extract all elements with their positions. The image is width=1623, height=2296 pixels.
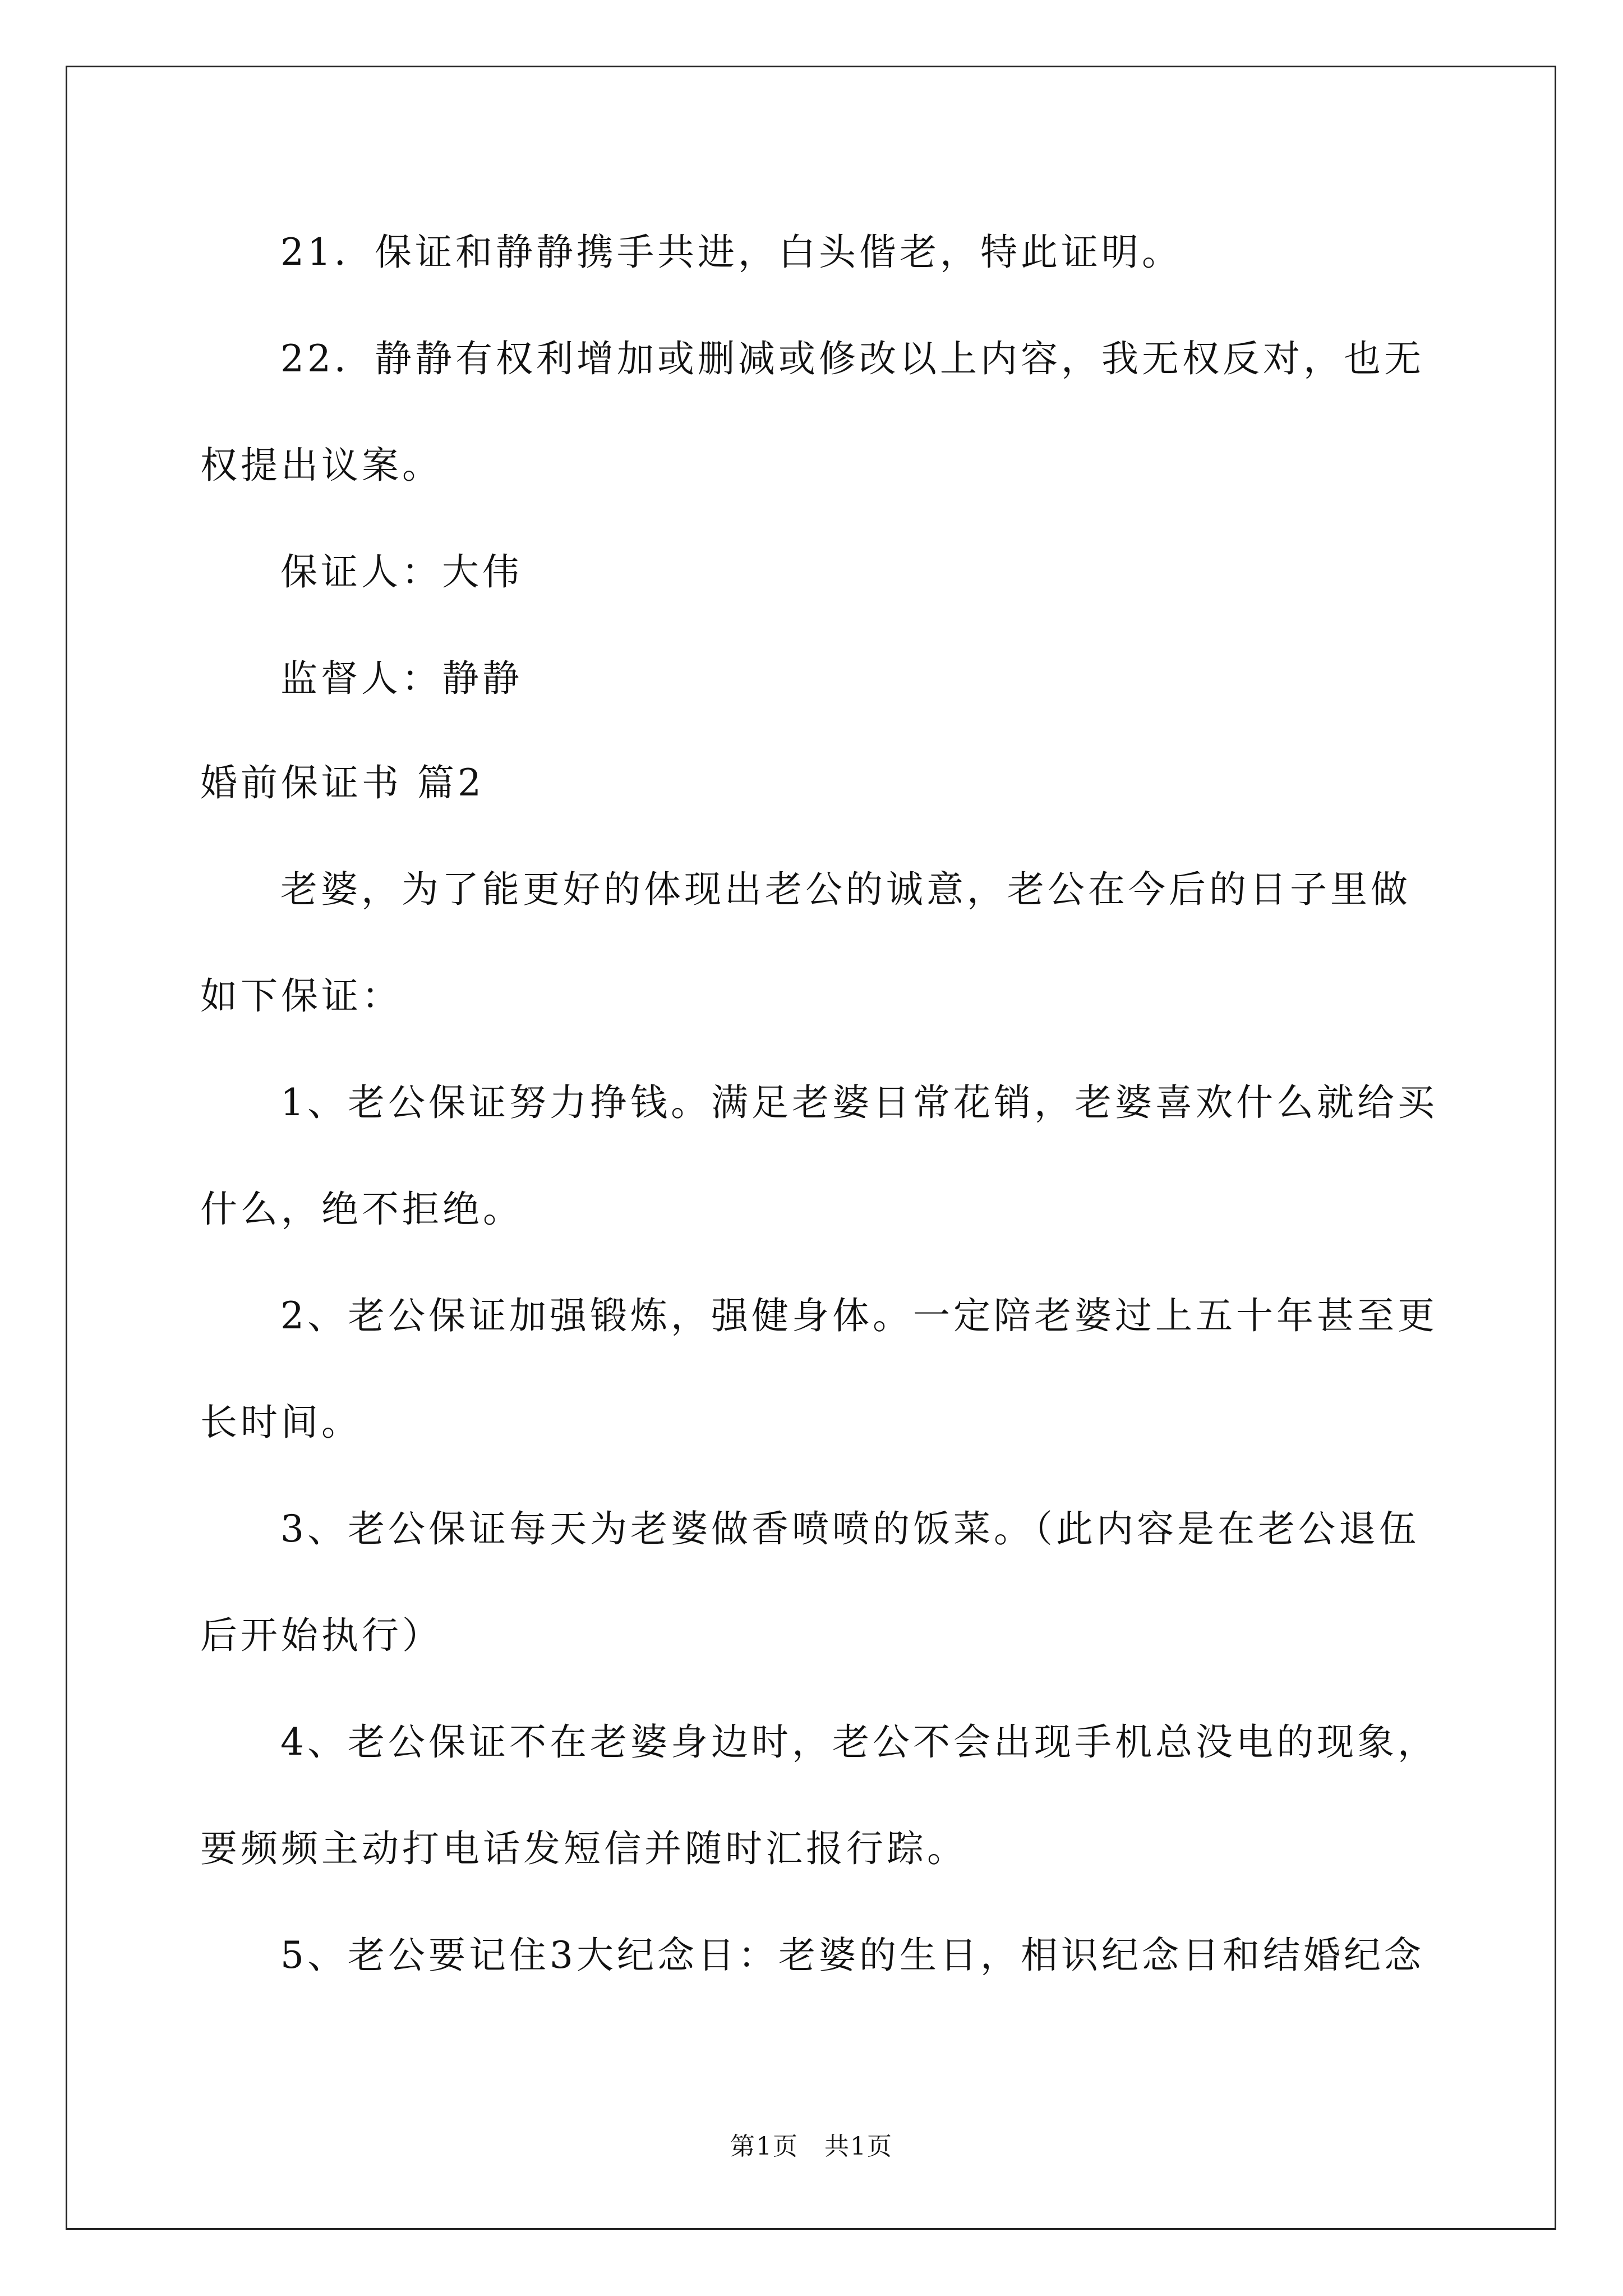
item-3-line-1: 3、老公保证每天为老婆做香喷喷的饭菜。（此内容是在老公退伍 — [280, 1507, 1419, 1550]
item-4-line-2: 要频频主动打电话发短信并随时汇报行踪。 — [200, 1827, 967, 1870]
item-2-line-1: 2、老公保证加强锻炼，强健身体。一定陪老婆过上五十年甚至更 — [280, 1294, 1438, 1337]
clause-22-line-1: 22．静静有权利增加或删减或修改以上内容，我无权反对，也无 — [280, 337, 1424, 380]
item-1-line-2: 什么，绝不拒绝。 — [200, 1188, 523, 1231]
guarantor-line: 保证人：大伟 — [280, 550, 523, 593]
intro-line-2: 如下保证： — [200, 974, 402, 1018]
page-number-footer: 第1页 共1页 — [730, 2132, 893, 2161]
item-1-line-1: 1、老公保证努力挣钱。满足老婆日常花销，老婆喜欢什么就给买 — [280, 1081, 1438, 1124]
item-3-line-2: 后开始执行） — [200, 1614, 442, 1657]
item-4-line-1: 4、老公保证不在老婆身边时，老公不会出现手机总没电的现象， — [280, 1720, 1438, 1764]
clause-21: 21．保证和静静携手共进，白头偕老，特此证明。 — [280, 231, 1182, 274]
section-heading: 婚前保证书 篇2 — [200, 761, 485, 804]
clause-22-line-2: 权提出议案。 — [200, 444, 442, 487]
item-5-line-1: 5、老公要记住3大纪念日：老婆的生日，相识纪念日和结婚纪念 — [280, 1934, 1424, 1977]
item-2-line-2: 长时间。 — [200, 1401, 362, 1444]
supervisor-line: 监督人：静静 — [280, 657, 523, 700]
page-border — [66, 66, 1556, 2230]
intro-line-1: 老婆，为了能更好的体现出老公的诚意，老公在今后的日子里做 — [280, 868, 1411, 911]
